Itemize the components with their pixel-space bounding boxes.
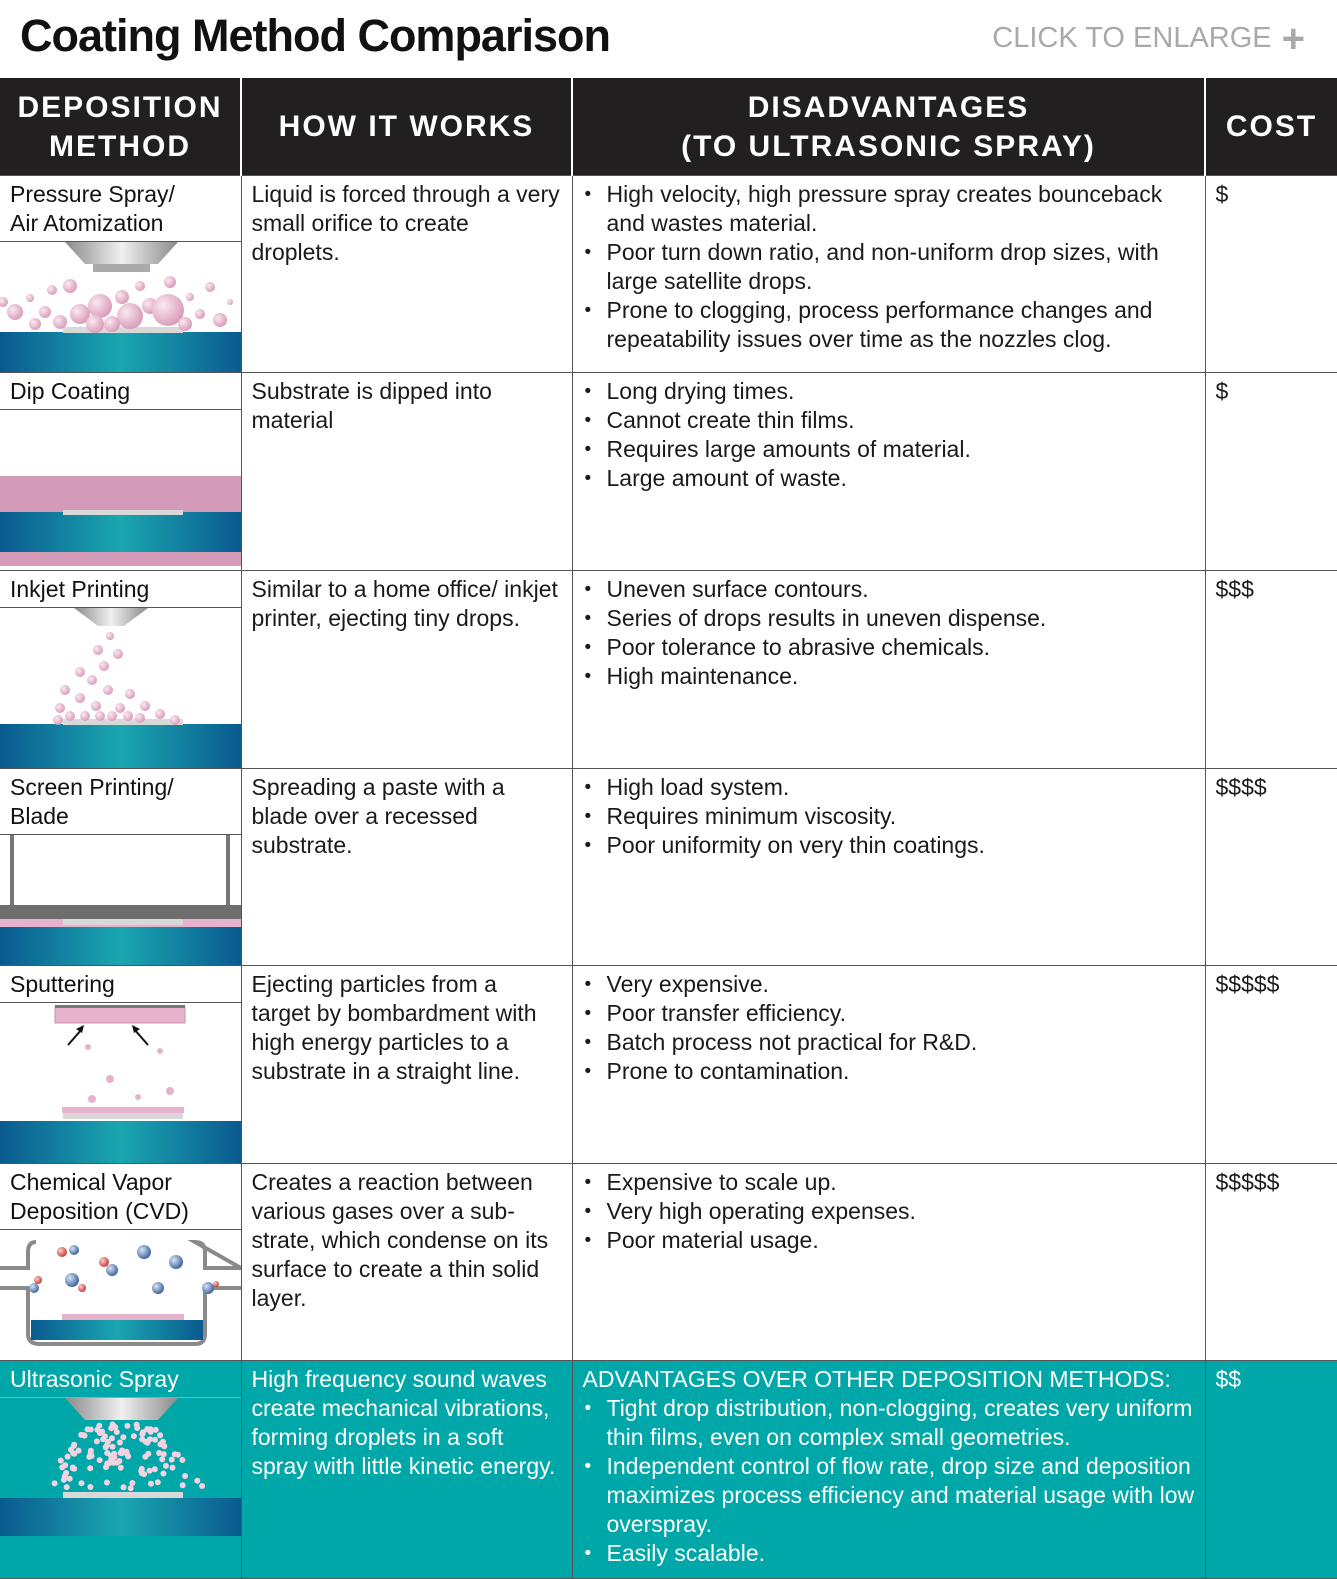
method-name-line: Dip Coating [10,378,131,404]
disadvantages-list [583,575,1195,691]
how-it-works-cell: Liquid is forced through a very small orifice to create droplets. [241,176,572,373]
spray-droplet [65,1454,71,1460]
disadvantages-cell [572,966,1205,1164]
advantages-list [583,1394,1195,1568]
list-item: • Long drying times. [583,377,1195,406]
advantages-cell [572,1361,1205,1579]
spray-droplet [199,1483,205,1489]
list-item: • Very expensive. [583,970,1195,999]
list-item: • Prone to contamination. [583,1057,1195,1086]
spray-droplet [58,1458,64,1464]
disadvantages-cell [572,571,1205,769]
spray-droplet [119,1448,125,1454]
method-cell [0,1361,241,1579]
list-item: • Poor tolerance to abrasive chemicals. [583,633,1195,662]
spray-droplet [71,1466,77,1472]
method-cell [0,769,241,966]
method-cell [0,176,241,373]
spray-droplet [64,1484,70,1490]
spray-droplet [111,1454,117,1460]
method-name-line: Screen Printing/ [10,774,174,800]
spray-droplet [155,1479,161,1485]
table-row [0,1164,1337,1361]
advantages-heading: ADVANTAGES OVER OTHER DEPOSITION METHODS: [582,1366,1171,1392]
spray-droplet [147,1468,153,1474]
spray-droplet [138,1468,144,1474]
list-item: • Independent control of flow rate, drop size and deposition maximizes process efficiency and material usage with low overspray. [583,1452,1195,1539]
disadvantages-list [583,1168,1195,1255]
inkjet-printing-illustration [0,608,241,768]
spray-droplet [152,1466,158,1472]
column-header-cost [1205,78,1337,176]
spray-droplet [120,1434,126,1440]
disadvantages-list [583,970,1195,1086]
list-item: • Cannot create thin films. [583,406,1195,435]
spray-droplet [161,1451,167,1457]
spray-droplet [97,1457,103,1463]
cost-cell: $ [1205,373,1337,571]
spray-droplet [163,1463,169,1469]
how-it-works-cell: Similar to a home office/ inkjet printer, ejecting tiny drops. [241,571,572,769]
method-cell [0,1164,241,1361]
method-name-line: Pressure Spray/ [10,181,175,207]
how-it-works-cell: Substrate is dipped into material [241,373,572,571]
disadvantages-cell [572,769,1205,966]
column-header-how [241,78,572,176]
table-row [0,769,1337,966]
spray-droplet [94,1427,100,1433]
spray-droplet [117,1440,123,1446]
how-it-works-cell: Creates a reaction between various gases over a sub-strate, which condense on its surface to create a thin solid layer. [241,1164,572,1361]
list-item: • Series of drops results in uneven dispense. [583,604,1195,633]
list-item: • Poor transfer efficiency. [583,999,1195,1028]
spray-droplet [139,1436,145,1442]
method-name-line: Chemical Vapor [10,1169,172,1195]
cost-cell: $$$ [1205,571,1337,769]
spray-droplet [118,1465,124,1471]
disadvantages-list [583,377,1195,493]
spray-droplet [105,1439,111,1445]
spray-droplet [78,1432,84,1438]
method-name-line: Deposition (CVD) [10,1198,189,1224]
spray-droplet [76,1448,82,1454]
disadvantages-cell [572,373,1205,571]
list-item: • Very high operating expenses. [583,1197,1195,1226]
list-item: • Easily scalable. [583,1539,1195,1568]
method-cell [0,373,241,571]
cost-cell: $$$$ [1205,769,1337,966]
table-header-row [0,78,1337,176]
spray-droplet [94,1438,100,1444]
spray-droplet [121,1484,127,1490]
spray-droplet [157,1432,163,1438]
spray-droplet [182,1473,188,1479]
method-name-line: Air Atomization [10,210,164,236]
method-name [0,966,241,1003]
method-cell [0,966,241,1164]
spray-droplet [124,1423,130,1429]
list-item: • High velocity, high pressure spray creates bounceback and wastes material. [583,180,1195,238]
table-row [0,176,1337,373]
spray-droplet [102,1433,108,1439]
list-item: • Poor material usage. [583,1226,1195,1255]
click-to-enlarge-button[interactable] [992,16,1305,61]
ultrasonic-spray-illustration [0,1398,241,1578]
method-name-line: Blade [10,803,69,829]
page-title: Coating Method Comparison [20,10,610,61]
comparison-table [0,78,1337,1579]
list-item: • Poor turn down ratio, and non-uniform drop sizes, with large satellite drops. [583,238,1195,296]
cost-cell: $$$$$ [1205,1164,1337,1361]
method-name-line: Inkjet Printing [10,576,150,602]
disadvantages-cell [572,176,1205,373]
method-name-line: Sputtering [10,971,115,997]
spray-droplet [110,1444,116,1450]
how-it-works-cell: Spreading a paste with a blade over a recessed substrate. [241,769,572,966]
spray-droplet [52,1480,58,1486]
spray-droplet [169,1457,175,1463]
cost-cell: $$ [1205,1361,1337,1579]
spray-droplet [159,1456,165,1462]
table-row-highlight [0,1361,1337,1579]
method-name [0,1164,241,1230]
method-name [0,176,241,242]
spray-droplet [148,1429,154,1435]
spray-droplet [67,1476,73,1482]
disadvantages-cell [572,1164,1205,1361]
list-item: • Tight drop distribution, non-clogging, creates very uniform thin films, even on complex small geometries. [583,1394,1195,1452]
spray-droplet [111,1423,117,1429]
method-name [0,571,241,608]
column-header-line: HOW IT WORKS [278,110,535,143]
spray-droplet [142,1454,148,1460]
spray-droplet [89,1453,95,1459]
method-name-line: Ultrasonic Spray [10,1366,179,1392]
enlarge-label: CLICK TO ENLARGE [992,22,1272,54]
method-cell [0,571,241,769]
list-item: • Prone to clogging, process performance changes and repeatability issues over time as the nozzles clog. [583,296,1195,354]
spray-droplet [134,1425,140,1431]
column-header-line: DISADVANTAGES [747,90,1030,124]
spray-droplet [88,1427,94,1433]
dip-coating-illustration [0,410,241,570]
screen-printing-illustration [0,835,241,965]
spray-droplet [68,1447,74,1453]
column-header-line: DEPOSITION [17,90,223,124]
spray-droplet [131,1433,137,1439]
spray-droplet [157,1441,163,1447]
column-header-line: METHOD [49,129,191,163]
spray-droplet [104,1450,110,1456]
list-item: • Uneven surface contours. [583,575,1195,604]
spray-droplet [124,1451,130,1457]
spray-droplet [114,1460,120,1466]
list-item: • Large amount of waste. [583,464,1195,493]
list-item: • Expensive to scale up. [583,1168,1195,1197]
list-item: • Batch process not practical for R&D. [583,1028,1195,1057]
list-item: • High load system. [583,773,1195,802]
spray-droplet [104,1480,110,1486]
method-name [0,1361,241,1398]
cost-cell: $$$$$ [1205,966,1337,1164]
list-item: • Requires large amounts of material. [583,435,1195,464]
spray-droplet [129,1480,135,1486]
column-header-line: COST [1225,110,1318,143]
how-it-works-cell: High frequency sound waves create mechanical vibrations, forming droplets in a soft spray with little kinetic energy. [241,1361,572,1579]
spray-droplet [79,1480,85,1486]
spray-droplet [128,1485,134,1491]
sputtering-illustration [0,1003,241,1163]
spray-droplet [88,1448,94,1454]
how-it-works-cell: Ejecting particles from a target by bombardment with high energy particles to a substrate in a straight line. [241,966,572,1164]
spray-droplet [175,1452,181,1458]
disadvantages-list [583,180,1195,354]
table-row [0,966,1337,1164]
list-item: • Poor uniformity on very thin coatings. [583,831,1195,860]
table-row [0,373,1337,571]
spray-droplet [152,1437,158,1443]
spray-droplet [87,1465,93,1471]
column-header-method [0,78,241,176]
spray-droplet [104,1461,110,1467]
plus-icon: + [1281,16,1305,61]
cvd-illustration [0,1230,241,1360]
spray-droplet [160,1471,166,1477]
method-name [0,373,241,410]
column-header-line: (TO ULTRASONIC SPRAY) [681,129,1096,163]
spray-droplet [194,1478,200,1484]
list-item: • High maintenance. [583,662,1195,691]
cost-cell: $ [1205,176,1337,373]
pressure-spray-illustration [0,242,241,372]
spray-droplet [62,1462,68,1468]
method-name [0,769,241,835]
spray-droplet [179,1457,185,1463]
spray-droplet [170,1465,176,1471]
disadvantages-list [583,773,1195,860]
table-row [0,571,1337,769]
column-header-disadvantages [572,78,1205,176]
list-item: • Requires minimum viscosity. [583,802,1195,831]
spray-droplet [147,1436,153,1442]
spray-droplet [148,1481,154,1487]
spray-droplet [87,1484,93,1490]
spray-droplet [180,1482,186,1488]
